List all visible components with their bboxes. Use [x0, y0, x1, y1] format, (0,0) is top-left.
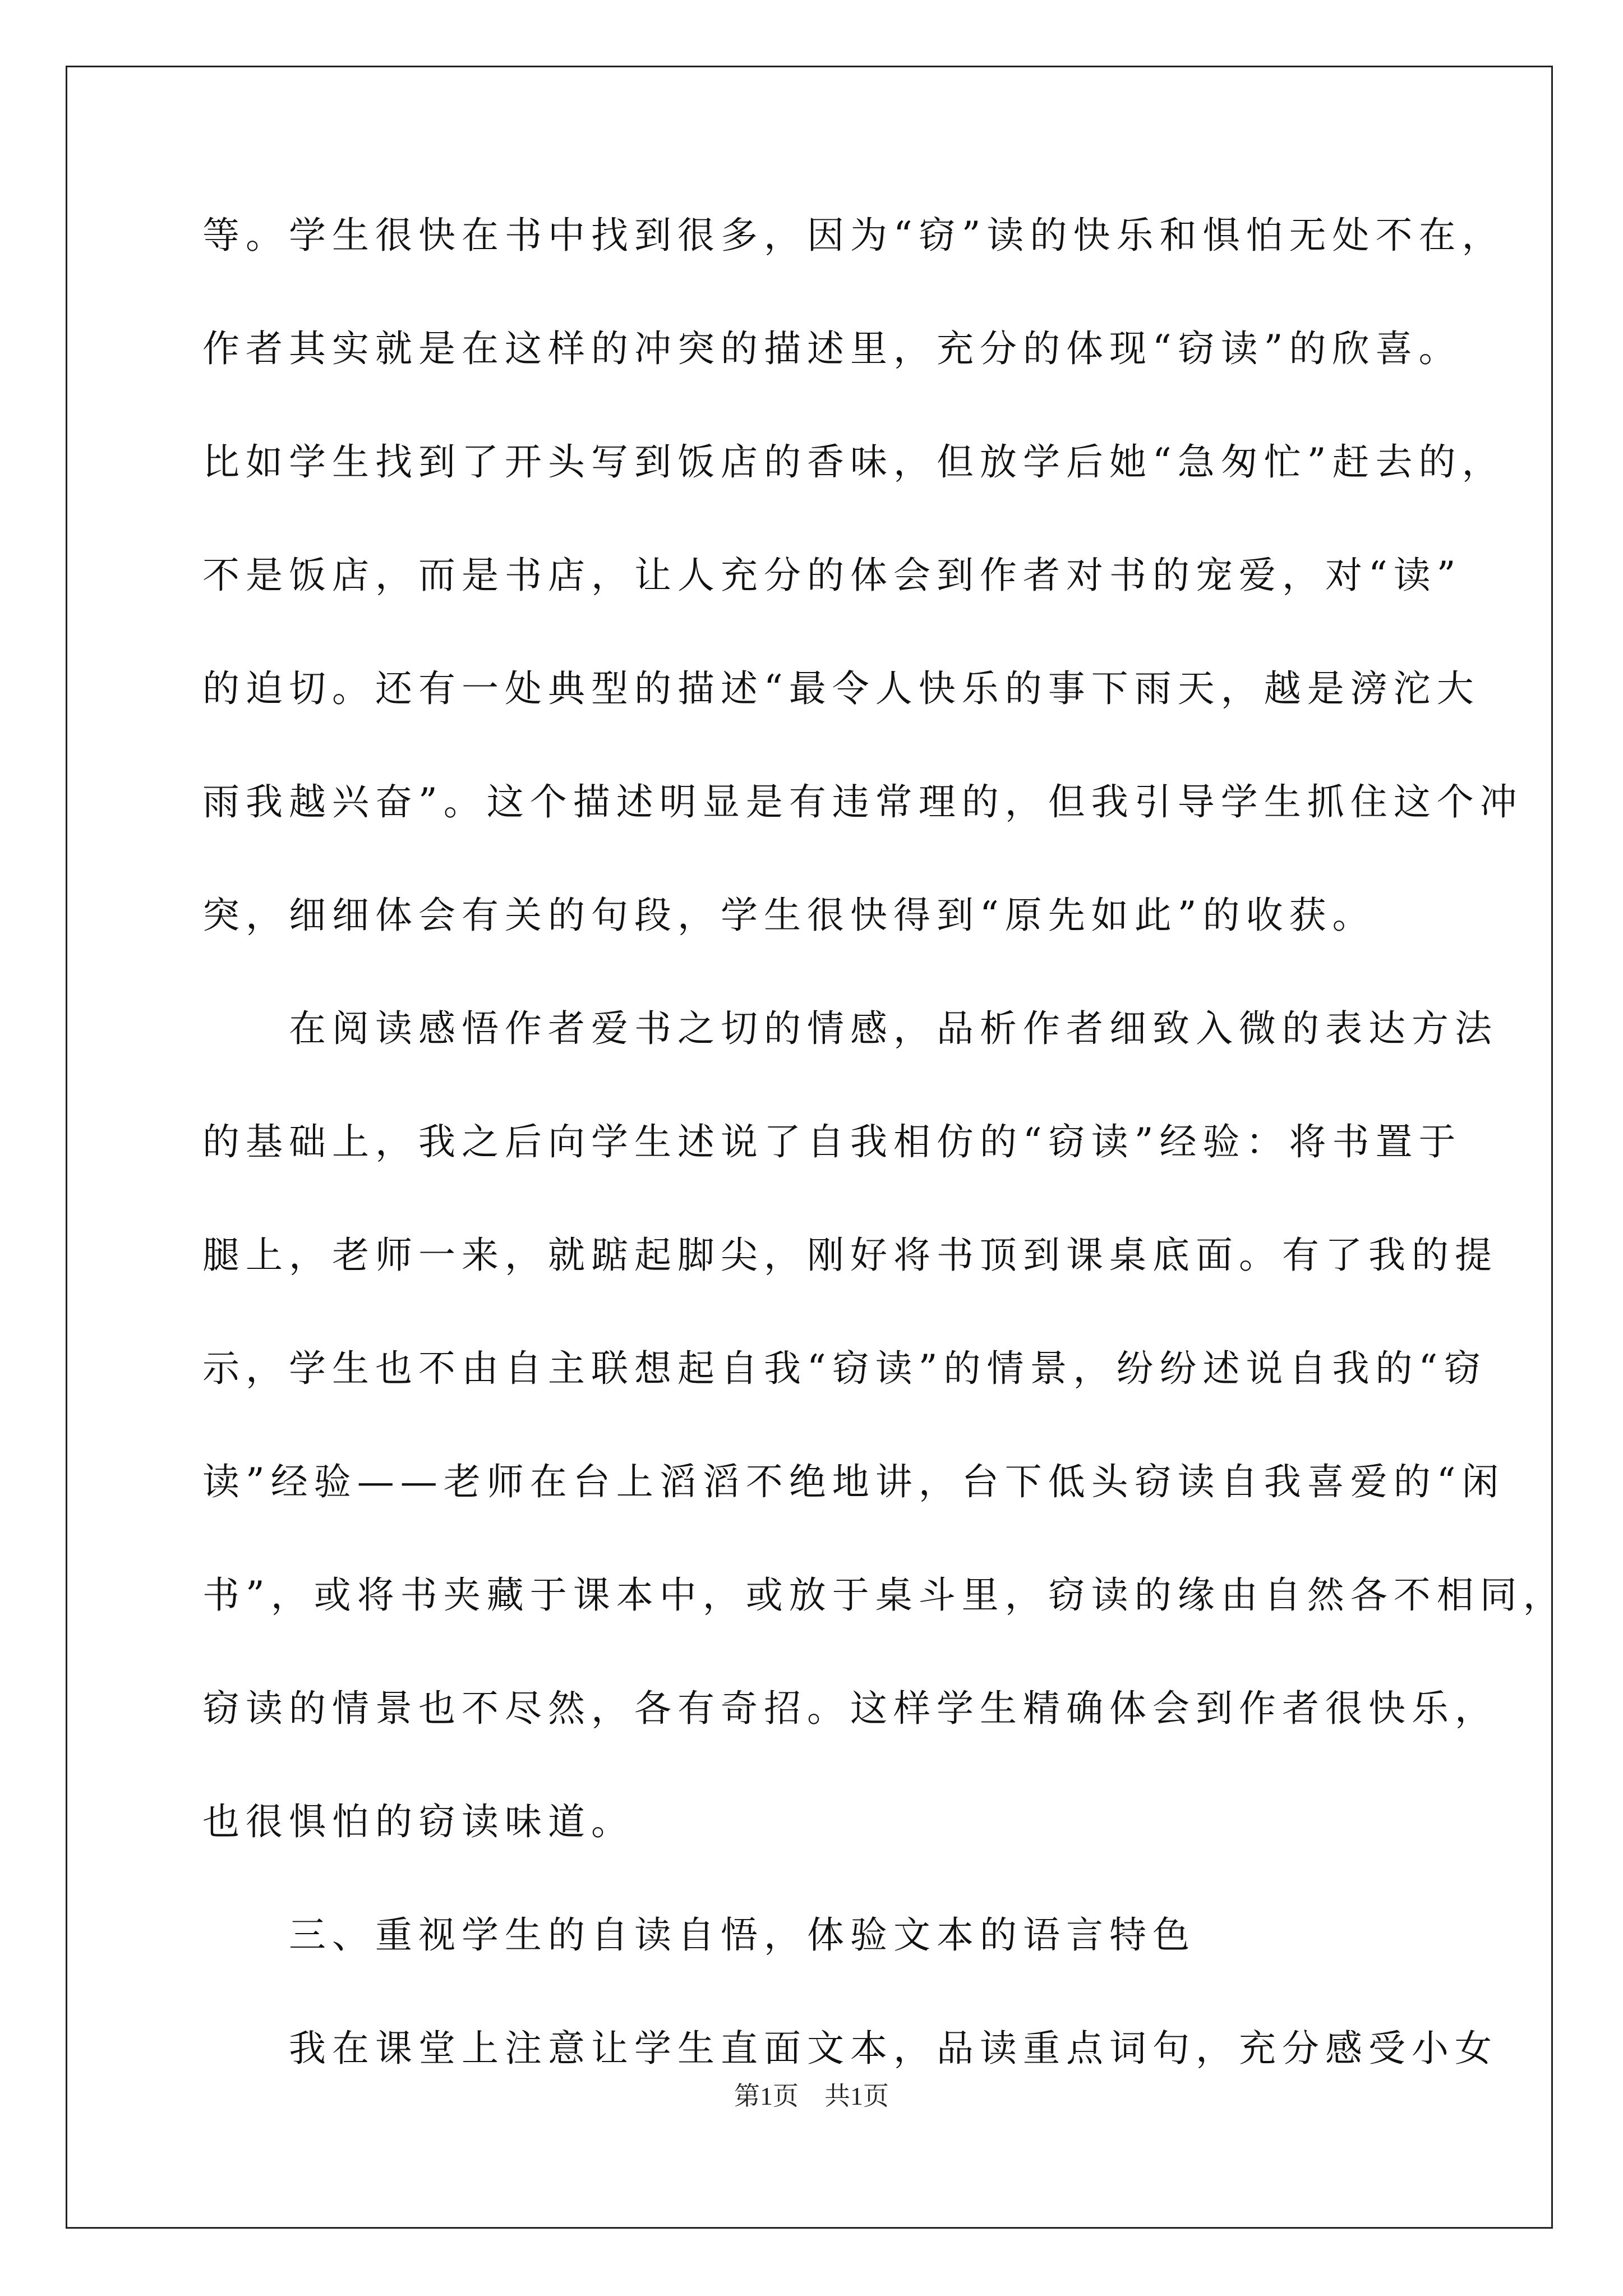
section-heading: 三、重视学生的自读自悟，体验文本的语言特色: [202, 1913, 1196, 1957]
text-line: 也很惧怕的窃读味道。: [202, 1800, 634, 1843]
text-line: 作者其实就是在这样的冲突的描述里，充分的体现“窃读”的欣喜。: [202, 327, 1462, 370]
document-body: [202, 205, 1566, 2131]
text-line: 窃读的情景也不尽然，各有奇招。这样学生精确体会到作者很快乐，: [202, 1687, 1498, 1730]
text-line: 的迫切。还有一处典型的描述“最令人快乐的事下雨天，越是滂沱大: [202, 667, 1480, 710]
text-line: 雨我越兴奋”。这个描述明显是有违常理的，但我引导学生抓住这个冲: [202, 780, 1523, 823]
text-line: 在阅读感悟作者爱书之切的情感，品析作者细致入微的表达方法: [202, 1007, 1498, 1050]
text-line: 腿上，老师一来，就踮起脚尖，刚好将书顶到课桌底面。有了我的提: [202, 1234, 1498, 1277]
text-line: 比如学生找到了开头写到饭店的香味，但放学后她“急匆忙”赶去的，: [202, 440, 1505, 484]
text-line: 书”，或将书夹藏于课本中，或放于桌斗里，窃读的缘由自然各不相同，: [202, 1573, 1566, 1617]
text-line: 的基础上，我之后向学生述说了自我相仿的“窃读”经验：将书置于: [202, 1120, 1462, 1163]
text-line: 读”经验——老师在台上滔滔不绝地讲，台下低头窃读自我喜爱的“闲: [202, 1460, 1505, 1503]
text-line: 不是饭店，而是书店，让人充分的体会到作者对书的宠爱，对“读”: [202, 554, 1462, 597]
text-line: 我在课堂上注意让学生直面文本，品读重点词句，充分感受小女: [202, 2027, 1498, 2070]
text-line: 等。学生很快在书中找到很多，因为“窃”读的快乐和惧怕无处不在，: [202, 214, 1505, 257]
text-line: 示，学生也不由自主联想起自我“窃读”的情景，纷纷述说自我的“窃: [202, 1347, 1487, 1390]
page-footer: 第1页 共1页: [734, 2082, 889, 2110]
text-line: 突，细细体会有关的句段，学生很快得到“原先如此”的收获。: [202, 894, 1376, 937]
